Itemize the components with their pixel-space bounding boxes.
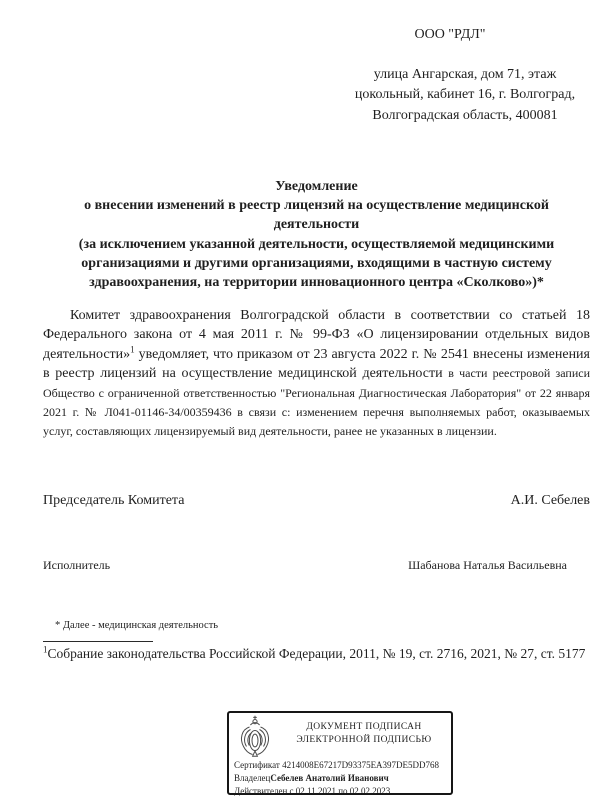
signature-name: Шабанова Наталья Васильевна [408,558,567,572]
recipient-address [335,65,595,126]
stamp-title [281,721,447,746]
recipient-org-name: ООО "РДЛ" [414,27,486,42]
body-text-normal: Комитет здравоохранения Волгоградской области в соответствии со статьей 18 Федерального закона от 4 мая 2011 г. № 99-ФЗ «О лицензировании отдельных видов деятельности» [43,308,590,362]
title-line: о внесении изменений в реестр лицензий на осуществление медицинской [84,198,549,214]
signature-role: Председатель Комитета [43,493,185,508]
signature-role: Исполнитель [43,558,111,572]
body-text-small: в части реестровой записи Общество с ограниченной ответственностью "Региональная Диагностическая Лаборатория" от 22 января 2021 г. № Л041-01146-34/00359436 в связи с: изменением перечня выполняемых работ, оказываемых услуг, составляющих лицензируемый вид деятельности, ранее не указанных в лицензии. [43,366,590,439]
title-line: здравоохранения, на территории инновационного центра «Сколково»)* [89,275,544,291]
footnote-legal [43,646,590,662]
title-line: (за исключением указанной деятельности, осуществляемой медицинскими [78,236,555,252]
digital-signature-stamp [227,711,453,795]
body-paragraph [43,306,590,442]
signature-row-executor [43,558,590,573]
footnote-separator-line [43,641,153,642]
stamp-title-line: ДОКУМЕНТ ПОДПИСАН [306,722,422,732]
footnote-reference-mark: 1 [130,344,135,355]
stamp-certificate: Сертификат 4214008E67217D93375EA397DE5DD768 [234,760,440,770]
address-line: улица Ангарская, дом 71, этаж [373,67,557,82]
signature-row-chairman [43,493,590,509]
title-line: деятельности [273,217,360,233]
stamp-validity: Действителен с 02.11.2021 по 02.02.2023 [234,785,391,796]
address-line: цокольный, кабинет 16, г. Волгоград, [354,87,576,103]
title-line: Уведомление [275,179,358,194]
title-line: организациями и другими организациями, входящими в частную систему [81,255,552,271]
stamp-owner [234,772,439,785]
footnote-reference-mark: 1 [43,644,48,655]
footnote-legal-text: Собрание законодательства Российской Федерации, 2011, № 19, ст. 2716, 2021, № 27, ст. 5177 [47,646,586,661]
stamp-owner-label: Владелец [234,772,271,783]
stamp-info [234,759,439,797]
address-line: Волгоградская область, 400081 [372,107,558,123]
document-title [43,177,590,292]
state-emblem-icon [237,715,273,759]
footnote-asterisk: * Далее - медицинская деятельность [55,620,219,631]
signature-name: А.И. Себелев [510,493,590,508]
stamp-title-line: ЭЛЕКТРОННОЙ ПОДПИСЬЮ [296,734,432,745]
body-text-normal: уведомляет, что приказом от 23 августа 2022 г. № 2541 внесены изменения в реестр лицензий на осуществление медицинской деятельности [43,346,590,382]
stamp-owner-name: Себелев Анатолий Иванович [270,772,389,783]
